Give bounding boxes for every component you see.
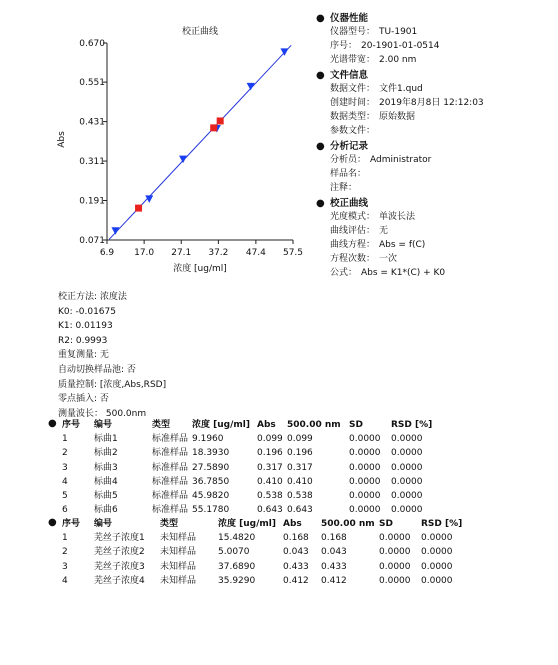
column-header: SD bbox=[379, 519, 393, 529]
section-title-text: 分析记录 bbox=[330, 141, 369, 152]
info-key: 创建时间： bbox=[330, 98, 376, 108]
table-cell: 标准样品 bbox=[152, 434, 189, 445]
unk-table-bullet: ● bbox=[48, 517, 57, 528]
info-key: 参数文件： bbox=[330, 126, 376, 136]
y-tick-label: 0.071 bbox=[79, 236, 105, 246]
table-cell: 0.168 bbox=[283, 533, 309, 544]
info-value: Abs = f(C) bbox=[379, 240, 426, 250]
column-header: 编号 bbox=[94, 519, 113, 529]
info-value: 原始数据 bbox=[379, 112, 416, 122]
table-cell: 27.5890 bbox=[192, 462, 230, 473]
table-cell: 0.412 bbox=[321, 575, 347, 586]
info-row bbox=[316, 181, 552, 195]
table-header-row bbox=[62, 418, 441, 432]
x-axis-label: 浓度 [ug/ml] bbox=[173, 264, 227, 274]
table-cell: 0.196 bbox=[287, 448, 313, 459]
table-cell: 未知样品 bbox=[160, 547, 197, 558]
std-point bbox=[111, 227, 119, 235]
table-cell: 标准样品 bbox=[152, 476, 189, 487]
table-cell: 0.0000 bbox=[349, 491, 381, 502]
section-title-text: 文件信息 bbox=[330, 70, 369, 81]
info-section-title bbox=[316, 69, 552, 82]
info-row bbox=[316, 96, 552, 110]
param-line: 零点插入: 否 bbox=[58, 394, 109, 405]
info-row bbox=[316, 252, 552, 266]
unknown-point bbox=[217, 117, 224, 124]
table-row bbox=[62, 531, 471, 545]
table-cell: 0.0000 bbox=[379, 561, 411, 572]
info-key: 方程次数： bbox=[330, 254, 376, 264]
info-section-title bbox=[316, 197, 552, 210]
column-header: 500.00 nm bbox=[287, 420, 341, 430]
table-cell: 15.4820 bbox=[218, 533, 256, 544]
info-key: 注释： bbox=[330, 183, 358, 193]
table-cell: 0.0000 bbox=[391, 505, 423, 516]
column-header: RSD [%] bbox=[391, 420, 433, 430]
section-bullet: ● bbox=[316, 141, 325, 152]
table-cell: 1 bbox=[62, 533, 68, 544]
column-header: 类型 bbox=[152, 420, 171, 430]
info-row bbox=[316, 167, 552, 181]
table-cell: 35.9290 bbox=[218, 575, 256, 586]
table-cell: 0.0000 bbox=[391, 434, 423, 445]
table-cell: 3 bbox=[62, 561, 68, 572]
table-cell: 2 bbox=[62, 547, 68, 558]
table-row bbox=[62, 446, 441, 460]
info-key: 序号： bbox=[330, 41, 358, 51]
table-cell: 芜丝子浓度2 bbox=[94, 547, 145, 558]
table-cell: 0.0000 bbox=[349, 505, 381, 516]
section-title-text: 仪器性能 bbox=[330, 13, 369, 24]
unknown-sample-table bbox=[62, 517, 471, 588]
table-cell: 0.0000 bbox=[349, 448, 381, 459]
table-cell: 0.0000 bbox=[421, 575, 453, 586]
table-cell: 0.0000 bbox=[421, 561, 453, 572]
param-line: K1: 0.01193 bbox=[58, 321, 113, 332]
table-header-row bbox=[62, 517, 471, 531]
table-cell: 未知样品 bbox=[160, 561, 197, 572]
y-tick-label: 0.431 bbox=[79, 117, 105, 128]
info-key: 光度模式： bbox=[330, 212, 376, 222]
table-cell: 37.6890 bbox=[218, 561, 256, 572]
param-line: K0: -0.01675 bbox=[58, 306, 116, 317]
table-cell: 0.0000 bbox=[379, 533, 411, 544]
table-cell: 未知样品 bbox=[160, 575, 197, 586]
table-cell: 45.9820 bbox=[192, 491, 230, 502]
table-cell: 0.0000 bbox=[349, 462, 381, 473]
y-tick-label: 0.670 bbox=[79, 39, 105, 49]
section-bullet: ● bbox=[316, 13, 325, 24]
info-row bbox=[316, 25, 552, 39]
column-header: 编号 bbox=[94, 420, 113, 430]
table-cell: 0.410 bbox=[287, 476, 313, 487]
table-row bbox=[62, 503, 441, 517]
table-cell: 标曲3 bbox=[94, 462, 118, 473]
table-cell: 0.043 bbox=[283, 547, 309, 558]
table-cell: 36.7850 bbox=[192, 476, 230, 487]
info-row bbox=[316, 210, 552, 224]
section-bullet: ● bbox=[316, 70, 325, 81]
table-cell: 0.317 bbox=[257, 462, 283, 473]
calibration-params bbox=[58, 290, 166, 421]
table-cell: 芜丝子浓度1 bbox=[94, 533, 145, 544]
info-value: 2.00 nm bbox=[379, 55, 417, 65]
table-cell: 6 bbox=[62, 505, 68, 516]
unknown-point bbox=[135, 205, 142, 212]
table-cell: 0.538 bbox=[287, 491, 313, 502]
table-cell: 18.3930 bbox=[192, 448, 230, 459]
info-value: 单波长法 bbox=[379, 212, 416, 222]
column-header: RSD [%] bbox=[421, 519, 463, 529]
info-row bbox=[316, 153, 552, 167]
column-header: 500.00 nm bbox=[321, 519, 375, 529]
table-cell: 0.168 bbox=[321, 533, 347, 544]
column-header: Abs bbox=[257, 420, 276, 430]
table-cell: 9.1960 bbox=[192, 434, 224, 445]
x-tick-label: 37.2 bbox=[208, 248, 229, 258]
info-row bbox=[316, 224, 552, 238]
info-key: 曲线评估： bbox=[330, 226, 376, 236]
std-table-bullet: ● bbox=[48, 418, 57, 429]
param-line: R2: 0.9993 bbox=[58, 335, 108, 346]
y-tick-label: 0.311 bbox=[79, 157, 105, 168]
column-header: SD bbox=[349, 420, 363, 430]
column-header: 类型 bbox=[160, 519, 179, 529]
table-cell: 2 bbox=[62, 448, 68, 459]
table-cell: 5.0070 bbox=[218, 547, 250, 558]
table-cell: 标准样品 bbox=[152, 491, 189, 502]
table-cell: 0.0000 bbox=[349, 434, 381, 445]
standard-sample-table bbox=[62, 418, 441, 517]
info-section-title bbox=[316, 140, 552, 153]
x-tick-label: 27.1 bbox=[171, 248, 192, 258]
chart-title: 校正曲线 bbox=[181, 27, 219, 37]
table-cell: 0.538 bbox=[257, 491, 283, 502]
column-header: 浓度 [ug/ml] bbox=[192, 420, 250, 430]
table-row bbox=[62, 545, 471, 559]
info-key: 曲线方程： bbox=[330, 240, 376, 250]
info-row bbox=[316, 238, 552, 252]
table-cell: 0.0000 bbox=[421, 547, 453, 558]
x-tick-label: 17.0 bbox=[134, 248, 155, 258]
std-point bbox=[179, 156, 187, 164]
table-cell: 0.043 bbox=[321, 547, 347, 558]
table-cell: 0.0000 bbox=[391, 462, 423, 473]
table-cell: 5 bbox=[62, 491, 68, 502]
table-cell: 0.099 bbox=[257, 434, 283, 445]
info-value: 2019年8月8日 12:12:03 bbox=[379, 98, 484, 108]
info-value: Administrator bbox=[370, 155, 432, 165]
y-tick-label: 0.191 bbox=[79, 196, 105, 207]
info-value: 20-1901-01-0514 bbox=[361, 41, 440, 51]
info-value: TU-1901 bbox=[379, 27, 418, 37]
x-tick-label: 47.4 bbox=[245, 248, 266, 258]
param-line: 自动切换样品池: 否 bbox=[58, 364, 136, 375]
param-line: 重复测量: 无 bbox=[58, 350, 109, 361]
section-bullet: ● bbox=[316, 198, 325, 209]
table-row bbox=[62, 475, 441, 489]
table-cell: 0.317 bbox=[287, 462, 313, 473]
x-tick-label: 6.9 bbox=[99, 248, 115, 258]
table-cell: 标曲4 bbox=[94, 476, 118, 487]
info-row bbox=[316, 110, 552, 124]
info-row bbox=[316, 39, 552, 53]
table-cell: 0.643 bbox=[257, 505, 283, 516]
table-cell: 标曲6 bbox=[94, 505, 118, 516]
table-cell: 0.0000 bbox=[349, 476, 381, 487]
x-tick-label: 57.5 bbox=[282, 248, 304, 258]
column-header: Abs bbox=[283, 519, 302, 529]
info-key: 样品名： bbox=[330, 169, 367, 179]
table-cell: 0.196 bbox=[257, 448, 283, 459]
column-header: 浓度 [ug/ml] bbox=[218, 519, 276, 529]
info-value: 一次 bbox=[379, 254, 398, 264]
info-value: 文件1.qud bbox=[379, 84, 423, 94]
info-row bbox=[316, 82, 552, 96]
info-row bbox=[316, 124, 552, 138]
table-row bbox=[62, 560, 471, 574]
table-cell: 3 bbox=[62, 462, 68, 473]
param-line: 校正方法: 浓度法 bbox=[58, 292, 127, 302]
table-row bbox=[62, 432, 441, 446]
table-row bbox=[62, 489, 441, 503]
table-cell: 55.1780 bbox=[192, 505, 230, 516]
info-key: 数据文件： bbox=[330, 84, 376, 94]
y-axis-label: Abs bbox=[57, 131, 67, 148]
info-section-title bbox=[316, 12, 552, 25]
table-cell: 标曲2 bbox=[94, 448, 118, 459]
info-key: 数据类型： bbox=[330, 112, 376, 122]
info-key: 仪器型号： bbox=[330, 27, 376, 37]
table-cell: 0.0000 bbox=[391, 476, 423, 487]
table-cell: 未知样品 bbox=[160, 533, 197, 544]
table-cell: 0.412 bbox=[283, 575, 309, 586]
table-row bbox=[62, 574, 471, 588]
table-cell: 4 bbox=[62, 476, 68, 487]
table-cell: 标准样品 bbox=[152, 505, 189, 516]
table-cell: 芜丝子浓度4 bbox=[94, 575, 145, 586]
table-cell: 0.410 bbox=[257, 476, 283, 487]
info-value: 无 bbox=[379, 226, 389, 236]
column-header: 序号 bbox=[62, 519, 81, 529]
table-cell: 0.433 bbox=[283, 561, 309, 572]
section-title-text: 校正曲线 bbox=[330, 198, 369, 209]
table-cell: 标准样品 bbox=[152, 448, 189, 459]
info-key: 公式： bbox=[330, 268, 358, 278]
table-row bbox=[62, 461, 441, 475]
info-row bbox=[316, 266, 552, 280]
table-cell: 标准样品 bbox=[152, 462, 189, 473]
param-line: 质量控制: [浓度,Abs,RSD] bbox=[58, 379, 167, 390]
table-cell: 0.0000 bbox=[391, 448, 423, 459]
info-panel bbox=[316, 12, 552, 280]
column-header: 序号 bbox=[62, 420, 81, 430]
table-cell: 芜丝子浓度3 bbox=[94, 561, 145, 572]
table-cell: 0.0000 bbox=[391, 491, 423, 502]
y-tick-label: 0.551 bbox=[79, 78, 105, 89]
unknown-point bbox=[210, 124, 217, 131]
table-cell: 1 bbox=[62, 434, 68, 445]
table-cell: 4 bbox=[62, 575, 68, 586]
table-cell: 0.433 bbox=[321, 561, 347, 572]
table-cell: 0.643 bbox=[287, 505, 313, 516]
table-cell: 标曲1 bbox=[94, 434, 118, 445]
calibration-chart bbox=[0, 0, 320, 285]
info-row bbox=[316, 53, 552, 67]
info-value: Abs = K1*(C) + K0 bbox=[361, 268, 446, 278]
info-key: 光谱带宽： bbox=[330, 55, 376, 65]
param-line: 测量波长： 500.0nm bbox=[58, 408, 147, 419]
table-cell: 0.099 bbox=[287, 434, 313, 445]
std-point bbox=[247, 83, 255, 91]
table-cell: 0.0000 bbox=[379, 575, 411, 586]
table-cell: 标曲5 bbox=[94, 491, 118, 502]
table-cell: 0.0000 bbox=[379, 547, 411, 558]
info-key: 分析员： bbox=[330, 155, 367, 165]
table-cell: 0.0000 bbox=[421, 533, 453, 544]
